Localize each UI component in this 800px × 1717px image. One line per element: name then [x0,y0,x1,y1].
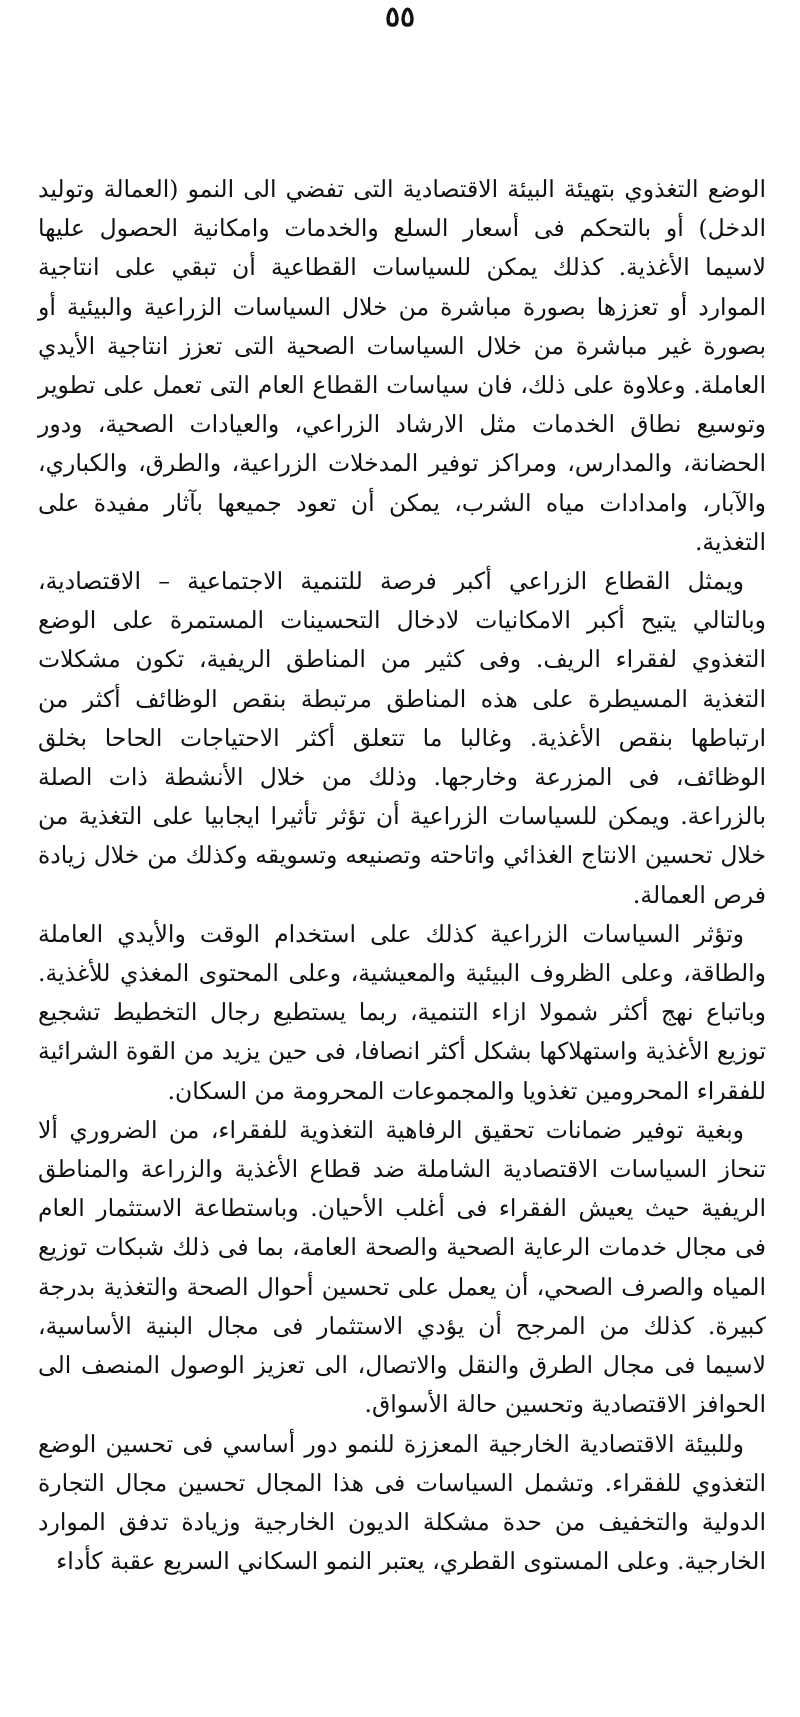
paragraph-3: وتؤثر السياسات الزراعية كذلك على استخدام الوقت والأيدي العاملة والطاقة، وعلى الظروف البيئية والمعيشية، وعلى المحتوى المغذي للأغذية. وباتباع نهج أكثر شمولا ازاء التنمية، ربما يستطيع رجال التخطيط تشجيع توزيع الأغذية واستهلاكها بشكل أكثر انصافا، فى حين يزيد من القوة الشرائية للفقراء المحرومين تغذويا والمجموعات المحرومة من السكان. [38,919,766,1105]
body-text [38,170,766,1581]
paragraph-2: ويمثل القطاع الزراعي أكبر فرصة للتنمية الاجتماعية – الاقتصادية، وبالتالي يتيح أكبر الامكانيات لادخال التحسينات المستمرة على الوضع التغذوي لفقراء الريف. وفى كثير من المناطق الريفية، تكون مشكلات التغذية المسيطرة على هذه المناطق مرتبطة بنقص الوظائف أكثر من ارتباطها بنقص الأغذية. وغالبا ما تتعلق أكثر الاحتياجات الحاحا بخلق الوظائف، فى المزرعة وخارجها. وذلك من خلال الأنشطة ذات الصلة بالزراعة. ويمكن للسياسات الزراعية أن تؤثر تأثيرا ايجابيا على التغذية من خلال تحسين الانتاج الغذائي واتاحته وتصنيعه وتسويقه وكذلك من خلال زيادة فرص العمالة. [38,567,766,909]
page-number: ٥٥ [384,0,416,33]
paragraph-5: وللبيئة الاقتصادية الخارجية المعززة للنمو دور أساسي فى تحسين الوضع التغذوي للفقراء. وتشمل السياسات فى هذا المجال تحسين مجال التجارة الدولية والتخفيف من حدة مشكلة الديون الخارجية وزيادة تدفق الموارد الخارجية. وعلى المستوى القطري، يعتبر النمو السكاني السريع عقبة كأداء [38,1429,766,1576]
paragraph-1: الوضع التغذوي بتهيئة البيئة الاقتصادية التى تفضي الى النمو (العمالة وتوليد الدخل) أو بالتحكم فى أسعار السلع والخدمات وامكانية الحصول عليها لاسيما الأغذية. كذلك يمكن للسياسات القطاعية أن تبقي على انتاجية الموارد أو تعززها بصورة مباشرة من خلال السياسات الزراعية والبيئية أو بصورة غير مباشرة من خلال السياسات الصحية التى تعزز انتاجية الأيدي العاملة. وعلاوة على ذلك، فان سياسات القطاع العام التى تعمل على تطوير وتوسيع نطاق الخدمات مثل الارشاد الزراعي، والعيادات الصحية، ودور الحضانة، والمدارس، ومراكز توفير المدخلات الزراعية، والطرق، والكباري، والآبار، وامدادات مياه الشرب، يمكن أن تعود جميعها بآثار مفيدة على التغذية. [38,175,766,556]
paragraph-4: وبغية توفير ضمانات تحقيق الرفاهية التغذوية للفقراء، من الضروري ألا تنحاز السياسات الاقتصادية الشاملة ضد قطاع الأغذية والزراعة والمناطق الريفية حيث يعيش الفقراء فى أغلب الأحيان. وباستطاعة الاستثمار العام فى مجال خدمات الرعاية الصحية والصحة العامة، بما فى ذلك شبكات توزيع المياه والصرف الصحي، أن يعمل على تحسين أحوال الصحة والتغذية بدرجة كبيرة. كذلك من المرجح أن يؤدي الاستثمار فى مجال البنية الأساسية، لاسيما فى مجال الطرق والنقل والاتصال، الى تعزيز الوصول المنصف الى الحوافز الاقتصادية وتحسين حالة الأسواق. [38,1115,766,1419]
